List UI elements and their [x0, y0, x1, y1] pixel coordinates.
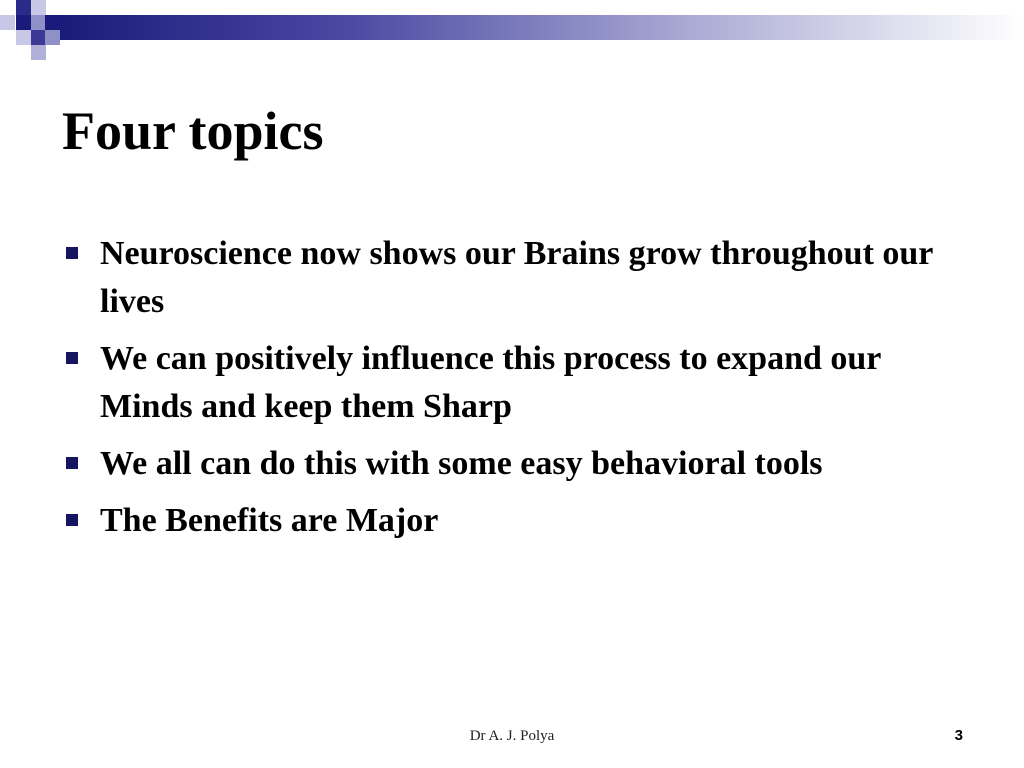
slide-title: Four topics	[62, 101, 324, 161]
bullet-item	[62, 335, 962, 431]
bullet-item	[62, 230, 962, 326]
square-bullet-icon	[66, 514, 78, 526]
header-gradient-bar	[60, 15, 1024, 40]
footer-author: Dr A. J. Polya	[469, 728, 555, 744]
bullet-item	[62, 497, 962, 545]
square-bullet-icon	[66, 352, 78, 364]
square-bullet-icon	[66, 247, 78, 259]
bullet-text: We can positively influence this process to expand our Minds and keep them Sharp	[100, 340, 881, 425]
bullet-text: The Benefits are Major	[100, 502, 439, 539]
bullet-text: Neuroscience now shows our Brains grow throughout our lives	[100, 235, 933, 320]
bullet-item	[62, 440, 962, 488]
square-bullet-icon	[66, 457, 78, 469]
page-number: 3	[954, 727, 963, 744]
bullet-text: We all can do this with some easy behavioral tools	[100, 445, 823, 482]
bullet-list	[62, 230, 962, 554]
